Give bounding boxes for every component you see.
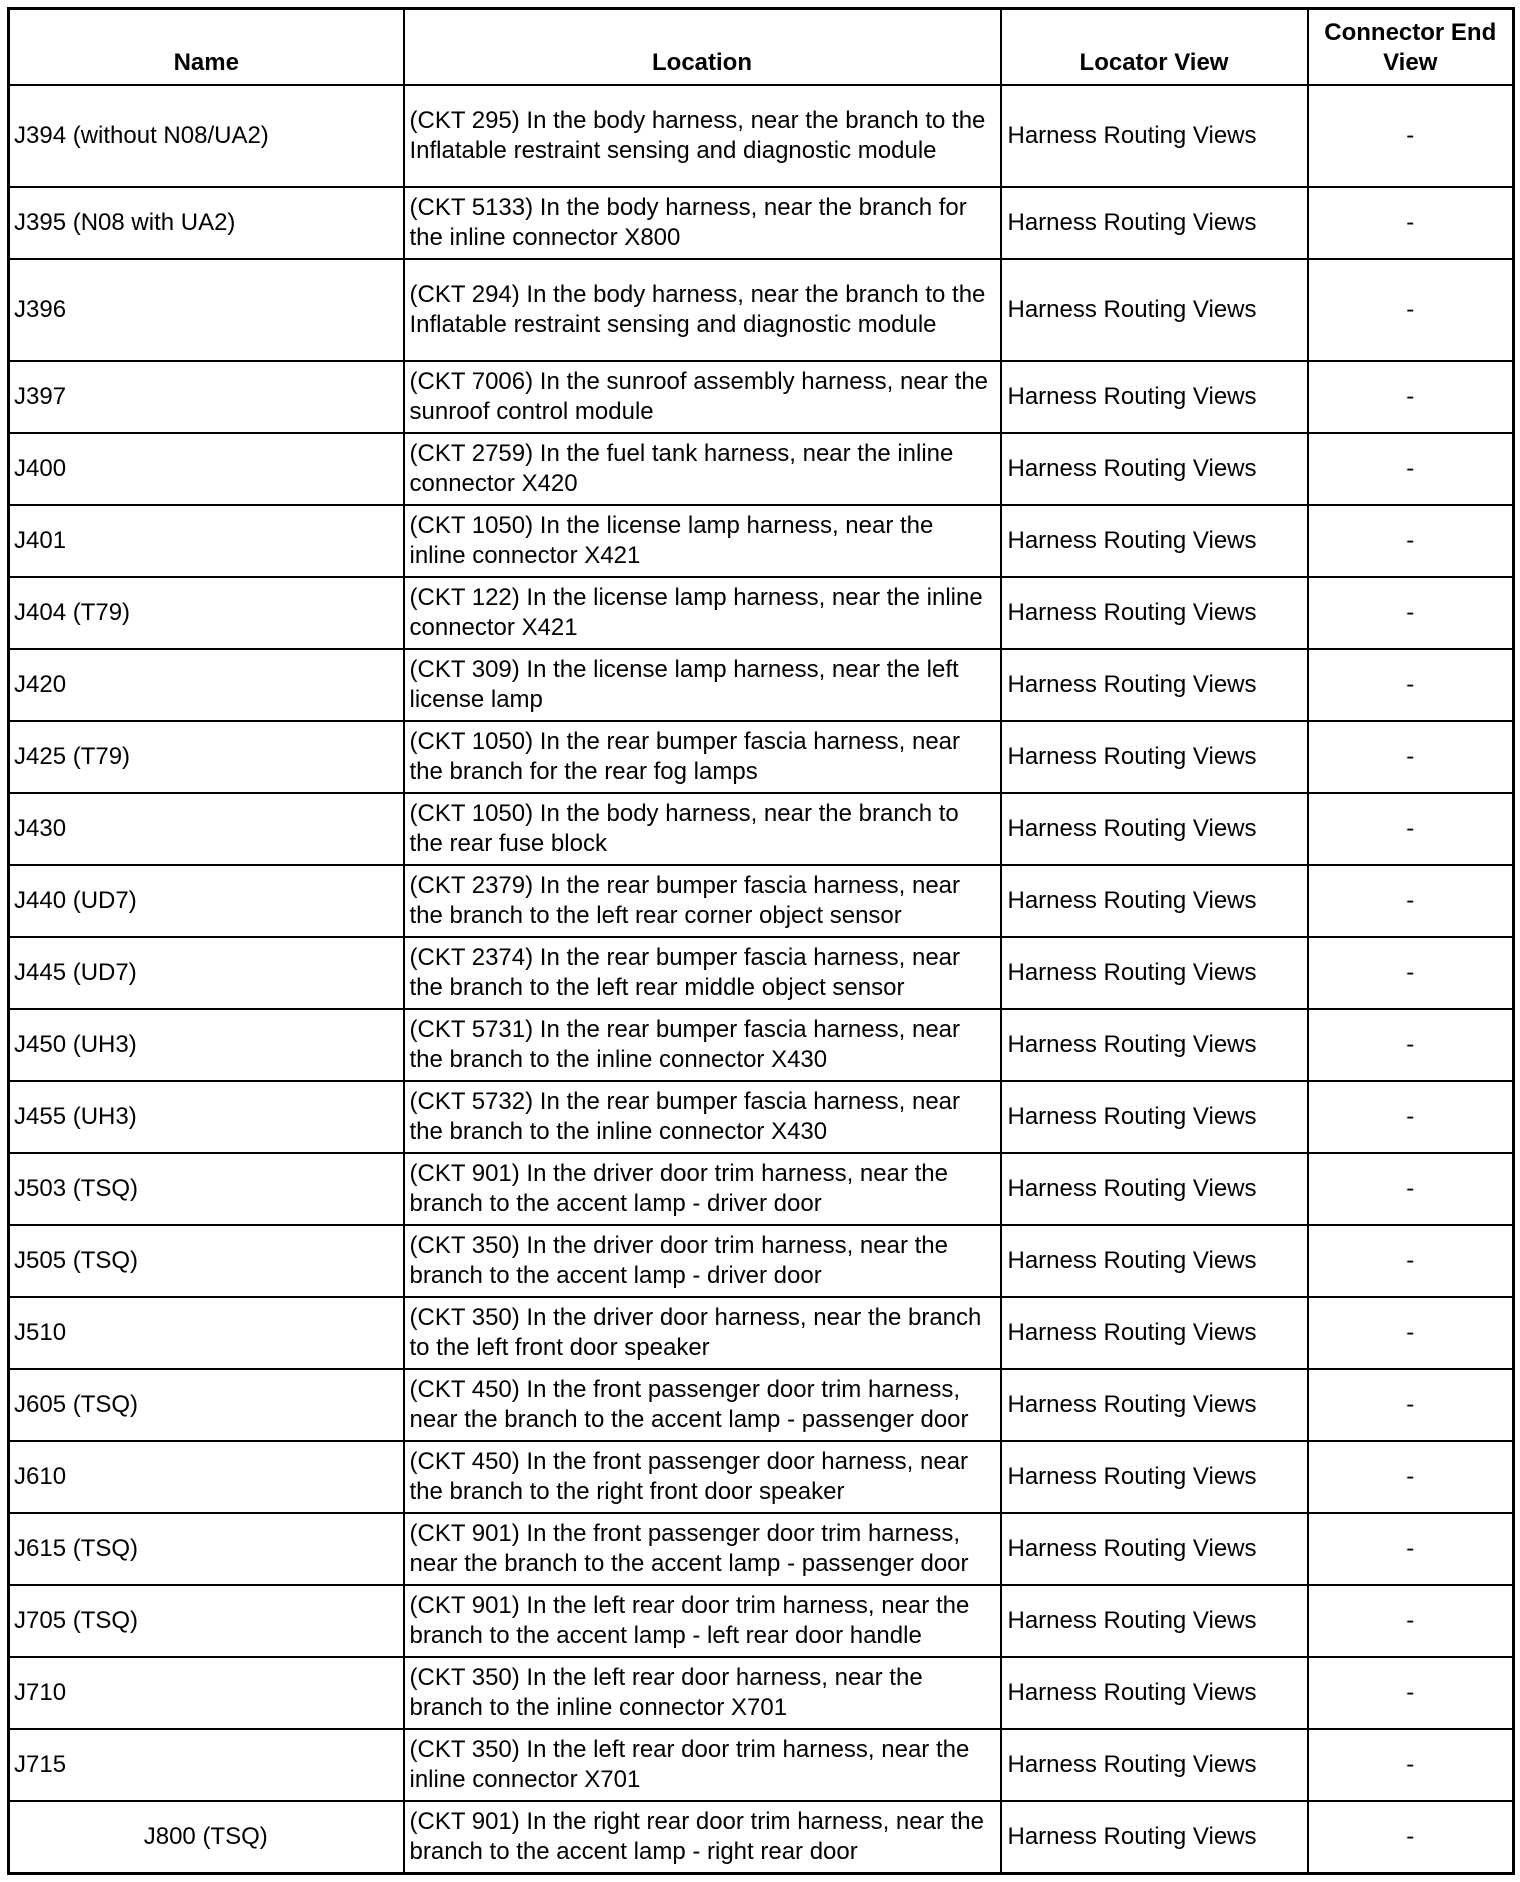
header-name: Name	[9, 9, 404, 86]
cell-location: (CKT 350) In the driver door trim harness, near the branch to the accent lamp - driver door	[404, 1225, 1001, 1297]
cell-name: J450 (UH3)	[9, 1009, 404, 1081]
cell-locator-view: Harness Routing Views	[1001, 1369, 1308, 1441]
cell-location: (CKT 5731) In the rear bumper fascia harness, near the branch to the inline connector X430	[404, 1009, 1001, 1081]
cell-name: J404 (T79)	[9, 577, 404, 649]
cell-locator-view: Harness Routing Views	[1001, 259, 1308, 361]
cell-name: J605 (TSQ)	[9, 1369, 404, 1441]
table-header	[9, 9, 1514, 86]
table-row	[9, 1153, 1514, 1225]
cell-location: (CKT 2374) In the rear bumper fascia harness, near the branch to the left rear middle object sensor	[404, 937, 1001, 1009]
cell-name: J800 (TSQ)	[9, 1801, 404, 1873]
cell-locator-view: Harness Routing Views	[1001, 793, 1308, 865]
cell-name: J401	[9, 505, 404, 577]
cell-connector-end-view: -	[1308, 1657, 1514, 1729]
splice-location-table-container	[7, 7, 1512, 1875]
cell-name: J425 (T79)	[9, 721, 404, 793]
table-row	[9, 1513, 1514, 1585]
cell-locator-view: Harness Routing Views	[1001, 865, 1308, 937]
header-locator-view: Locator View	[1001, 9, 1308, 86]
cell-connector-end-view: -	[1308, 937, 1514, 1009]
cell-connector-end-view: -	[1308, 1081, 1514, 1153]
cell-connector-end-view: -	[1308, 1441, 1514, 1513]
table-row	[9, 1657, 1514, 1729]
cell-connector-end-view: -	[1308, 865, 1514, 937]
table-row	[9, 433, 1514, 505]
table-row	[9, 85, 1514, 187]
table-body	[9, 85, 1514, 1873]
cell-name: J615 (TSQ)	[9, 1513, 404, 1585]
table-row	[9, 1801, 1514, 1873]
table-row	[9, 1225, 1514, 1297]
cell-connector-end-view: -	[1308, 187, 1514, 259]
cell-locator-view: Harness Routing Views	[1001, 721, 1308, 793]
cell-name: J710	[9, 1657, 404, 1729]
cell-connector-end-view: -	[1308, 433, 1514, 505]
cell-location: (CKT 2379) In the rear bumper fascia harness, near the branch to the left rear corner object sensor	[404, 865, 1001, 937]
cell-location: (CKT 7006) In the sunroof assembly harness, near the sunroof control module	[404, 361, 1001, 433]
cell-name: J440 (UD7)	[9, 865, 404, 937]
table-row	[9, 259, 1514, 361]
cell-locator-view: Harness Routing Views	[1001, 577, 1308, 649]
header-row	[9, 9, 1514, 86]
cell-location: (CKT 901) In the front passenger door trim harness, near the branch to the accent lamp - passenger door	[404, 1513, 1001, 1585]
cell-name: J394 (without N08/UA2)	[9, 85, 404, 187]
cell-locator-view: Harness Routing Views	[1001, 1441, 1308, 1513]
cell-locator-view: Harness Routing Views	[1001, 1225, 1308, 1297]
cell-connector-end-view: -	[1308, 1369, 1514, 1441]
cell-location: (CKT 122) In the license lamp harness, near the inline connector X421	[404, 577, 1001, 649]
cell-name: J505 (TSQ)	[9, 1225, 404, 1297]
cell-connector-end-view: -	[1308, 1153, 1514, 1225]
table-row	[9, 505, 1514, 577]
cell-locator-view: Harness Routing Views	[1001, 1513, 1308, 1585]
cell-locator-view: Harness Routing Views	[1001, 187, 1308, 259]
cell-locator-view: Harness Routing Views	[1001, 85, 1308, 187]
cell-location: (CKT 295) In the body harness, near the branch to the Inflatable restraint sensing and diagnostic module	[404, 85, 1001, 187]
cell-connector-end-view: -	[1308, 1513, 1514, 1585]
cell-name: J430	[9, 793, 404, 865]
splice-location-table	[7, 7, 1515, 1875]
table-row	[9, 865, 1514, 937]
table-row	[9, 1369, 1514, 1441]
cell-name: J455 (UH3)	[9, 1081, 404, 1153]
cell-connector-end-view: -	[1308, 1297, 1514, 1369]
cell-location: (CKT 5133) In the body harness, near the branch for the inline connector X800	[404, 187, 1001, 259]
cell-connector-end-view: -	[1308, 1729, 1514, 1801]
cell-name: J510	[9, 1297, 404, 1369]
cell-connector-end-view: -	[1308, 649, 1514, 721]
cell-connector-end-view: -	[1308, 85, 1514, 187]
cell-location: (CKT 450) In the front passenger door trim harness, near the branch to the accent lamp - passenger door	[404, 1369, 1001, 1441]
table-row	[9, 187, 1514, 259]
cell-location: (CKT 1050) In the rear bumper fascia harness, near the branch for the rear fog lamps	[404, 721, 1001, 793]
cell-name: J400	[9, 433, 404, 505]
cell-location: (CKT 450) In the front passenger door harness, near the branch to the right front door speaker	[404, 1441, 1001, 1513]
cell-locator-view: Harness Routing Views	[1001, 1081, 1308, 1153]
table-row	[9, 721, 1514, 793]
table-row	[9, 937, 1514, 1009]
table-row	[9, 1729, 1514, 1801]
cell-connector-end-view: -	[1308, 1009, 1514, 1081]
cell-connector-end-view: -	[1308, 577, 1514, 649]
cell-connector-end-view: -	[1308, 793, 1514, 865]
cell-connector-end-view: -	[1308, 1225, 1514, 1297]
cell-locator-view: Harness Routing Views	[1001, 937, 1308, 1009]
cell-locator-view: Harness Routing Views	[1001, 1297, 1308, 1369]
table-row	[9, 1441, 1514, 1513]
cell-locator-view: Harness Routing Views	[1001, 649, 1308, 721]
cell-location: (CKT 350) In the left rear door trim harness, near the inline connector X701	[404, 1729, 1001, 1801]
cell-name: J420	[9, 649, 404, 721]
cell-connector-end-view: -	[1308, 505, 1514, 577]
table-row	[9, 361, 1514, 433]
cell-location: (CKT 309) In the license lamp harness, near the left license lamp	[404, 649, 1001, 721]
cell-locator-view: Harness Routing Views	[1001, 1801, 1308, 1873]
cell-name: J715	[9, 1729, 404, 1801]
header-connector-end-view: Connector End View	[1308, 9, 1514, 86]
cell-locator-view: Harness Routing Views	[1001, 361, 1308, 433]
cell-location: (CKT 1050) In the body harness, near the branch to the rear fuse block	[404, 793, 1001, 865]
table-row	[9, 1009, 1514, 1081]
cell-connector-end-view: -	[1308, 1585, 1514, 1657]
cell-location: (CKT 350) In the left rear door harness, near the branch to the inline connector X701	[404, 1657, 1001, 1729]
cell-name: J395 (N08 with UA2)	[9, 187, 404, 259]
cell-location: (CKT 1050) In the license lamp harness, near the inline connector X421	[404, 505, 1001, 577]
table-row	[9, 1297, 1514, 1369]
cell-connector-end-view: -	[1308, 259, 1514, 361]
table-row	[9, 793, 1514, 865]
cell-connector-end-view: -	[1308, 721, 1514, 793]
cell-location: (CKT 901) In the left rear door trim harness, near the branch to the accent lamp - left rear door handle	[404, 1585, 1001, 1657]
cell-name: J503 (TSQ)	[9, 1153, 404, 1225]
cell-name: J397	[9, 361, 404, 433]
table-row	[9, 649, 1514, 721]
cell-locator-view: Harness Routing Views	[1001, 505, 1308, 577]
cell-name: J610	[9, 1441, 404, 1513]
cell-location: (CKT 901) In the right rear door trim harness, near the branch to the accent lamp - right rear door	[404, 1801, 1001, 1873]
cell-name: J396	[9, 259, 404, 361]
table-row	[9, 1081, 1514, 1153]
cell-location: (CKT 350) In the driver door harness, near the branch to the left front door speaker	[404, 1297, 1001, 1369]
cell-locator-view: Harness Routing Views	[1001, 1585, 1308, 1657]
cell-location: (CKT 294) In the body harness, near the branch to the Inflatable restraint sensing and diagnostic module	[404, 259, 1001, 361]
cell-location: (CKT 5732) In the rear bumper fascia harness, near the branch to the inline connector X430	[404, 1081, 1001, 1153]
cell-locator-view: Harness Routing Views	[1001, 1009, 1308, 1081]
cell-locator-view: Harness Routing Views	[1001, 1729, 1308, 1801]
header-location: Location	[404, 9, 1001, 86]
cell-name: J705 (TSQ)	[9, 1585, 404, 1657]
cell-locator-view: Harness Routing Views	[1001, 1153, 1308, 1225]
table-row	[9, 577, 1514, 649]
cell-locator-view: Harness Routing Views	[1001, 433, 1308, 505]
cell-name: J445 (UD7)	[9, 937, 404, 1009]
table-row	[9, 1585, 1514, 1657]
cell-connector-end-view: -	[1308, 1801, 1514, 1873]
cell-locator-view: Harness Routing Views	[1001, 1657, 1308, 1729]
cell-location: (CKT 2759) In the fuel tank harness, near the inline connector X420	[404, 433, 1001, 505]
cell-location: (CKT 901) In the driver door trim harness, near the branch to the accent lamp - driver door	[404, 1153, 1001, 1225]
cell-connector-end-view: -	[1308, 361, 1514, 433]
